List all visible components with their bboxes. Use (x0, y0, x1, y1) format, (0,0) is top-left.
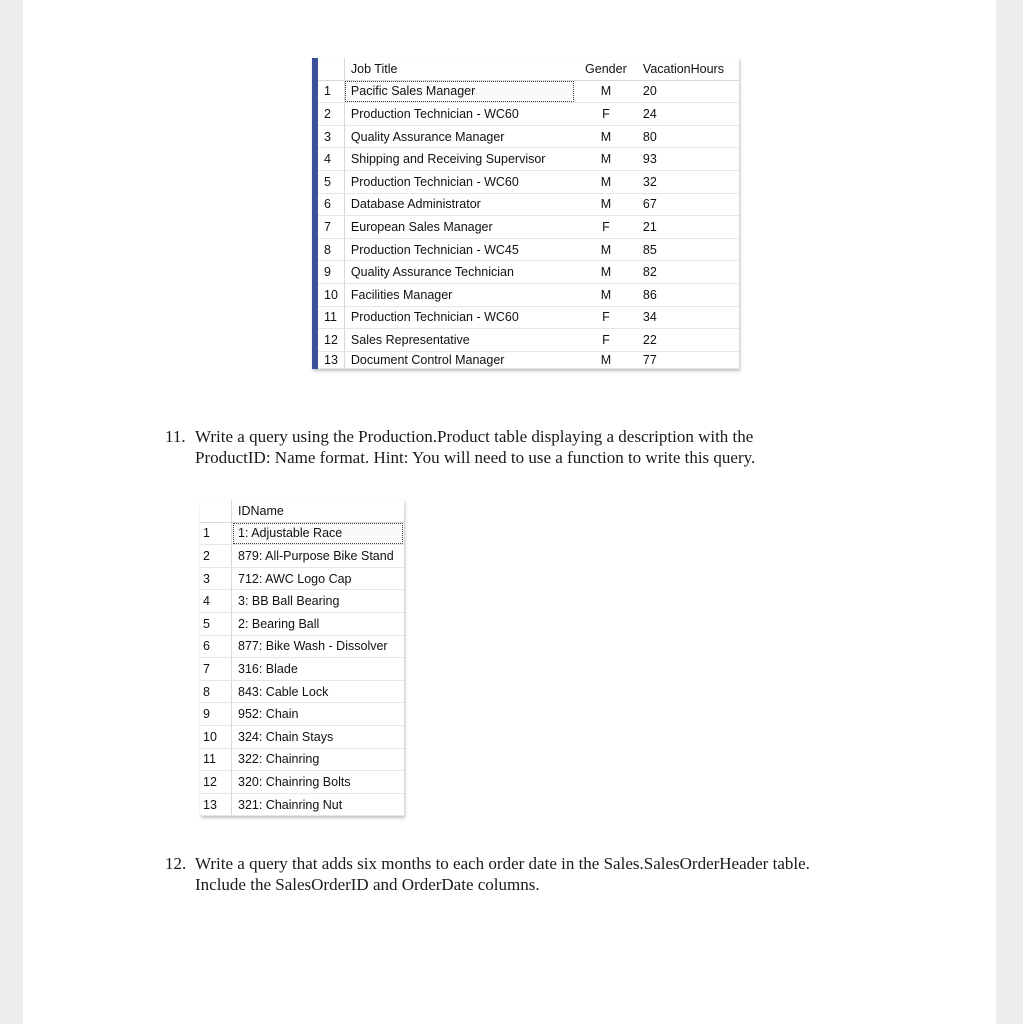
question-text-line2: Include the SalesOrderID and OrderDate columns. (195, 875, 540, 894)
table-row[interactable] (200, 793, 404, 816)
grid-header-row (315, 58, 739, 80)
row-number[interactable]: 13 (315, 351, 344, 368)
cell-job-title[interactable]: Production Technician - WC60 (344, 306, 575, 329)
cell-gender[interactable]: F (575, 103, 637, 126)
row-number[interactable]: 9 (315, 261, 344, 284)
row-number[interactable]: 6 (315, 193, 344, 216)
question-12 (165, 853, 810, 895)
results-grid-job-titles (312, 58, 739, 369)
cell-job-title[interactable]: Production Technician - WC45 (344, 238, 575, 261)
cell-job-title[interactable]: Production Technician - WC60 (344, 103, 575, 126)
cell-idname[interactable]: 3: BB Ball Bearing (232, 590, 405, 613)
row-number[interactable]: 5 (315, 170, 344, 193)
row-number-header (200, 500, 232, 522)
grid-header-row (200, 500, 404, 522)
cell-gender[interactable]: F (575, 216, 637, 239)
table-row[interactable] (315, 193, 739, 216)
row-number[interactable]: 8 (200, 680, 232, 703)
row-number[interactable]: 10 (200, 725, 232, 748)
results-grid-idname (200, 500, 404, 816)
cell-idname[interactable]: 316: Blade (232, 658, 405, 681)
row-number[interactable]: 11 (200, 748, 232, 771)
cell-gender[interactable]: M (575, 261, 637, 284)
table-row[interactable] (315, 351, 739, 368)
row-number[interactable]: 8 (315, 238, 344, 261)
cell-gender[interactable]: F (575, 306, 637, 329)
row-number[interactable]: 2 (200, 545, 232, 568)
question-number: 12. (165, 854, 187, 873)
row-number[interactable]: 12 (315, 329, 344, 352)
cell-idname[interactable]: 843: Cable Lock (232, 680, 405, 703)
question-11 (165, 426, 755, 468)
table-row[interactable] (200, 703, 404, 726)
cell-idname[interactable]: 322: Chainring (232, 748, 405, 771)
cell-idname[interactable]: 2: Bearing Ball (232, 612, 405, 635)
row-number[interactable]: 7 (315, 216, 344, 239)
cell-job-title[interactable]: Database Administrator (344, 193, 575, 216)
row-number[interactable]: 7 (200, 658, 232, 681)
cell-job-title[interactable]: European Sales Manager (344, 216, 575, 239)
cell-gender[interactable]: M (575, 193, 637, 216)
cell-gender[interactable]: M (575, 283, 637, 306)
table-row[interactable] (200, 680, 404, 703)
column-header-job-title[interactable]: Job Title (344, 58, 575, 80)
table-row[interactable] (200, 725, 404, 748)
row-number[interactable]: 13 (200, 793, 232, 816)
cell-gender[interactable]: M (575, 351, 637, 368)
row-number[interactable]: 2 (315, 103, 344, 126)
cell-idname[interactable]: 877: Bike Wash - Dissolver (232, 635, 405, 658)
cell-job-title[interactable]: Facilities Manager (344, 283, 575, 306)
table-row[interactable] (200, 658, 404, 681)
cell-idname[interactable]: 952: Chain (232, 703, 405, 726)
cell-job-title[interactable]: Document Control Manager (344, 351, 575, 368)
table-row[interactable] (200, 612, 404, 635)
table-row[interactable] (315, 238, 739, 261)
table-row[interactable] (200, 635, 404, 658)
cell-job-title[interactable]: Shipping and Receiving Supervisor (344, 148, 575, 171)
column-header-vacation-hours[interactable]: VacationHours (637, 58, 739, 80)
table-row[interactable] (200, 522, 404, 545)
cell-gender[interactable]: M (575, 125, 637, 148)
cell-gender[interactable]: M (575, 148, 637, 171)
cell-vacation-hours[interactable]: 24 (637, 103, 739, 126)
table-row[interactable] (200, 771, 404, 794)
cell-vacation-hours[interactable]: 82 (637, 261, 739, 284)
cell-vacation-hours[interactable]: 86 (637, 283, 739, 306)
table-row[interactable] (200, 748, 404, 771)
row-number[interactable]: 4 (315, 148, 344, 171)
table-row[interactable] (315, 261, 739, 284)
row-number[interactable]: 6 (200, 635, 232, 658)
table-row[interactable] (315, 170, 739, 193)
row-number[interactable]: 10 (315, 283, 344, 306)
row-number[interactable]: 1 (315, 80, 344, 103)
cell-vacation-hours[interactable]: 21 (637, 216, 739, 239)
cell-vacation-hours[interactable]: 22 (637, 329, 739, 352)
cell-vacation-hours[interactable]: 67 (637, 193, 739, 216)
table-row[interactable] (315, 329, 739, 352)
cell-idname[interactable]: 320: Chainring Bolts (232, 771, 405, 794)
table-row[interactable] (315, 103, 739, 126)
cell-idname[interactable]: 879: All-Purpose Bike Stand (232, 545, 405, 568)
table-row[interactable] (200, 567, 404, 590)
cell-vacation-hours[interactable]: 20 (637, 80, 739, 103)
cell-vacation-hours[interactable]: 32 (637, 170, 739, 193)
cell-vacation-hours[interactable]: 34 (637, 306, 739, 329)
question-text-line2: ProductID: Name format. Hint: You will need to use a function to write this query. (195, 448, 756, 467)
column-header-idname[interactable]: IDName (232, 500, 405, 522)
cell-vacation-hours[interactable]: 93 (637, 148, 739, 171)
cell-vacation-hours[interactable]: 80 (637, 125, 739, 148)
question-text-line1: Write a query using the Production.Product table displaying a description with the (195, 427, 754, 446)
cell-job-title[interactable]: Production Technician - WC60 (344, 170, 575, 193)
cell-gender[interactable]: F (575, 329, 637, 352)
table-row[interactable] (200, 590, 404, 613)
row-number[interactable]: 12 (200, 771, 232, 794)
cell-idname[interactable]: 1: Adjustable Race (232, 522, 405, 545)
row-number[interactable]: 1 (200, 522, 232, 545)
table-row[interactable] (315, 216, 739, 239)
column-header-gender[interactable]: Gender (575, 58, 637, 80)
cell-job-title[interactable]: Sales Representative (344, 329, 575, 352)
question-text-line1: Write a query that adds six months to each order date in the Sales.SalesOrderHeader table. (195, 854, 810, 873)
cell-idname[interactable]: 712: AWC Logo Cap (232, 567, 405, 590)
question-number: 11. (165, 427, 186, 446)
row-number[interactable]: 4 (200, 590, 232, 613)
cell-vacation-hours[interactable]: 77 (637, 351, 739, 368)
table-row[interactable] (315, 283, 739, 306)
cell-gender[interactable]: M (575, 238, 637, 261)
table-row[interactable] (200, 545, 404, 568)
cell-idname[interactable]: 324: Chain Stays (232, 725, 405, 748)
row-number[interactable]: 5 (200, 612, 232, 635)
table-row[interactable] (315, 125, 739, 148)
row-number[interactable]: 3 (315, 125, 344, 148)
cell-gender[interactable]: M (575, 170, 637, 193)
cell-idname[interactable]: 321: Chainring Nut (232, 793, 405, 816)
cell-job-title[interactable]: Pacific Sales Manager (344, 80, 575, 103)
table-row[interactable] (315, 148, 739, 171)
row-number[interactable]: 11 (315, 306, 344, 329)
table-row[interactable] (315, 80, 739, 103)
row-number-header (315, 58, 344, 80)
table-row[interactable] (315, 306, 739, 329)
row-number[interactable]: 9 (200, 703, 232, 726)
cell-job-title[interactable]: Quality Assurance Manager (344, 125, 575, 148)
row-number[interactable]: 3 (200, 567, 232, 590)
cell-gender[interactable]: M (575, 80, 637, 103)
cell-vacation-hours[interactable]: 85 (637, 238, 739, 261)
cell-job-title[interactable]: Quality Assurance Technician (344, 261, 575, 284)
